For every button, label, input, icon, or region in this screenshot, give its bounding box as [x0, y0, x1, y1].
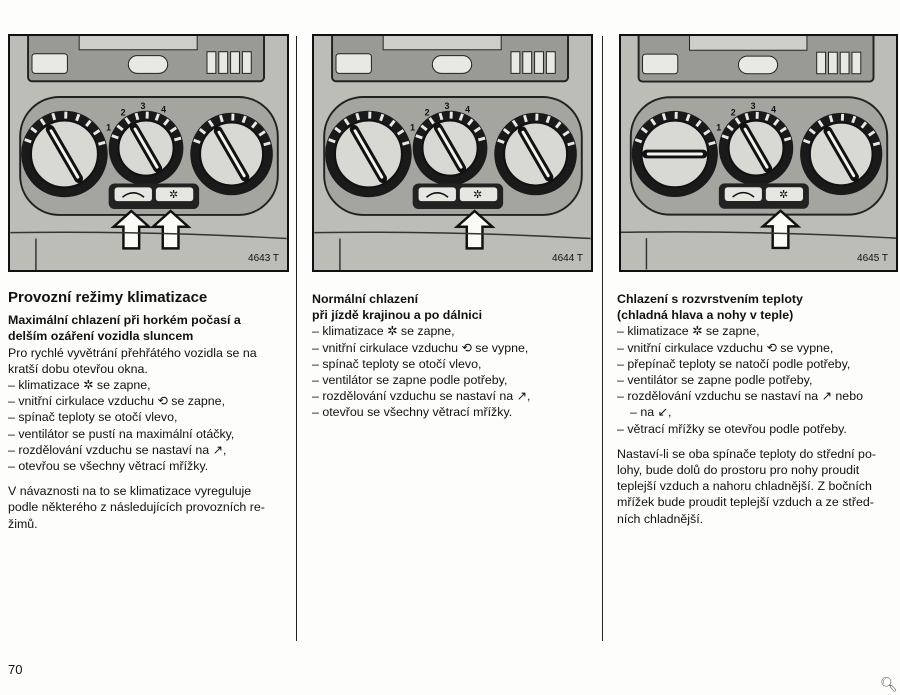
figure-panel-3 [619, 34, 898, 272]
intro-line: kratší dobu otevřou okna. [8, 361, 148, 376]
rotary-knob [719, 111, 793, 185]
radio-unit [332, 36, 568, 81]
subtitle-line: Chlazení s rozvrstvením teploty [617, 292, 803, 306]
rotary-knob [800, 113, 882, 195]
rotary-knob [632, 111, 718, 197]
column-3 [617, 291, 895, 527]
outro-line: ních chladnější. [617, 511, 704, 526]
column-divider-1 [296, 36, 297, 641]
column-divider-2 [602, 36, 603, 641]
step-list [312, 323, 600, 420]
figure-number: 4645 T [857, 253, 888, 264]
step-list [617, 323, 895, 436]
outro-line: Nastaví-li se oba spínače teploty do střední po- [617, 446, 876, 461]
page-number: 70 [8, 662, 23, 677]
control-panel-illustration [314, 36, 591, 270]
button-strip [719, 183, 809, 208]
svg-text:4: 4 [161, 104, 167, 115]
outro-line: žimů. [8, 516, 38, 531]
rotary-knob [413, 111, 488, 186]
svg-text:4: 4 [465, 104, 471, 115]
recirculation-button [725, 187, 762, 201]
radio-unit [639, 36, 874, 82]
subtitle-line: při jízdě krajinou a po dálnici [312, 308, 483, 323]
outro-line: V návaznosti na to se klimatizace vyreguluje [8, 484, 252, 499]
rotary-knob [21, 111, 108, 198]
svg-text:3: 3 [140, 100, 146, 111]
list-item: – větrací mřížky se otevřou podle potřeby. [617, 421, 895, 437]
list-item: – vnitřní cirkulace vzduchu ⟲ se vypne, [617, 340, 895, 356]
list-item: – vnitřní cirkulace vzduchu ⟲ se vypne, [312, 340, 600, 356]
list-item: – vnitřní cirkulace vzduchu ⟲ se zapne, [8, 393, 293, 409]
list-item: – otevřou se všechny větrací mřížky. [8, 458, 293, 474]
outro-line: podle některého z následujících provozních re- [8, 500, 265, 515]
svg-text:1: 1 [106, 122, 112, 133]
list-item: – rozdělování vzduchu se nastaví na ↗ nebo [617, 388, 895, 404]
button-strip [109, 183, 199, 209]
svg-text:2: 2 [120, 107, 126, 118]
control-panel-illustration [10, 36, 287, 270]
radio-unit [28, 36, 264, 81]
list-item: – přepínač teploty se natočí podle potřeby, [617, 356, 895, 372]
list-item: – spínač teploty se otočí vlevo, [8, 409, 293, 425]
rotary-knob [190, 113, 273, 196]
list-item: – rozdělování vzduchu se nastaví na ↗, [8, 442, 293, 458]
control-panel-illustration [621, 36, 896, 270]
rotary-knob [109, 111, 184, 186]
magnifier-icon[interactable]: 🔍︎ [880, 676, 898, 692]
step-list [8, 377, 293, 474]
list-item: – na ↙, [617, 404, 895, 420]
svg-text:✲: ✲ [473, 189, 483, 202]
svg-text:✲: ✲ [169, 189, 179, 202]
figure-panel-1 [8, 34, 289, 272]
list-item: – ventilátor se zapne podle potřeby, [617, 372, 895, 388]
figure-number: 4643 T [248, 253, 279, 264]
section-title: Provozní režimy klimatizace [8, 289, 208, 306]
svg-text:3: 3 [444, 100, 450, 111]
list-item: – ventilátor se pustí na maximální otáčky, [8, 426, 293, 442]
figure-number: 4644 T [552, 253, 583, 264]
subtitle-line: (chladná hlava a nohy v teple) [617, 308, 794, 323]
svg-text:4: 4 [771, 104, 777, 115]
svg-text:1: 1 [410, 122, 416, 133]
list-item: – klimatizace ✲ se zapne, [8, 377, 293, 393]
rotary-knob [325, 111, 412, 198]
list-item: – ventilátor se zapne podle potřeby, [312, 372, 600, 388]
subtitle-line: delším ozáření vozidla sluncem [8, 329, 194, 344]
list-item: – spínač teploty se otočí vlevo, [312, 356, 600, 372]
svg-text:3: 3 [750, 101, 756, 112]
list-item: – rozdělování vzduchu se nastaví na ↗, [312, 388, 600, 404]
recirculation-button [115, 187, 152, 201]
list-item: – klimatizace ✲ se zapne, [312, 323, 600, 339]
outro-line: lohy, bude dolů do prostoru pro nohy proudit [617, 463, 860, 478]
column-2 [312, 291, 600, 421]
rotary-knob [494, 113, 577, 196]
subtitle-line: Maximální chlazení při horkém počasí a [8, 313, 241, 328]
svg-text:1: 1 [716, 122, 722, 133]
column-1 [8, 290, 293, 532]
intro-line: Pro rychlé vyvětrání přehřátého vozidla se na [8, 345, 257, 360]
subtitle-line: Normální chlazení [312, 292, 419, 306]
svg-text:✲: ✲ [778, 189, 788, 202]
figure-panel-2 [312, 34, 593, 272]
list-item: – klimatizace ✲ se zapne, [617, 323, 895, 339]
svg-text:2: 2 [424, 107, 430, 118]
recirculation-button [419, 187, 456, 201]
list-item: – otevřou se všechny větrací mřížky. [312, 404, 600, 420]
button-strip [413, 183, 503, 209]
svg-text:2: 2 [730, 107, 736, 118]
outro-line: teplejší vzduch a nahoru chladnější. Z bočních [617, 479, 872, 494]
outro-line: mřížek bude proudit teplejší vzduch a ze střed- [617, 495, 874, 510]
